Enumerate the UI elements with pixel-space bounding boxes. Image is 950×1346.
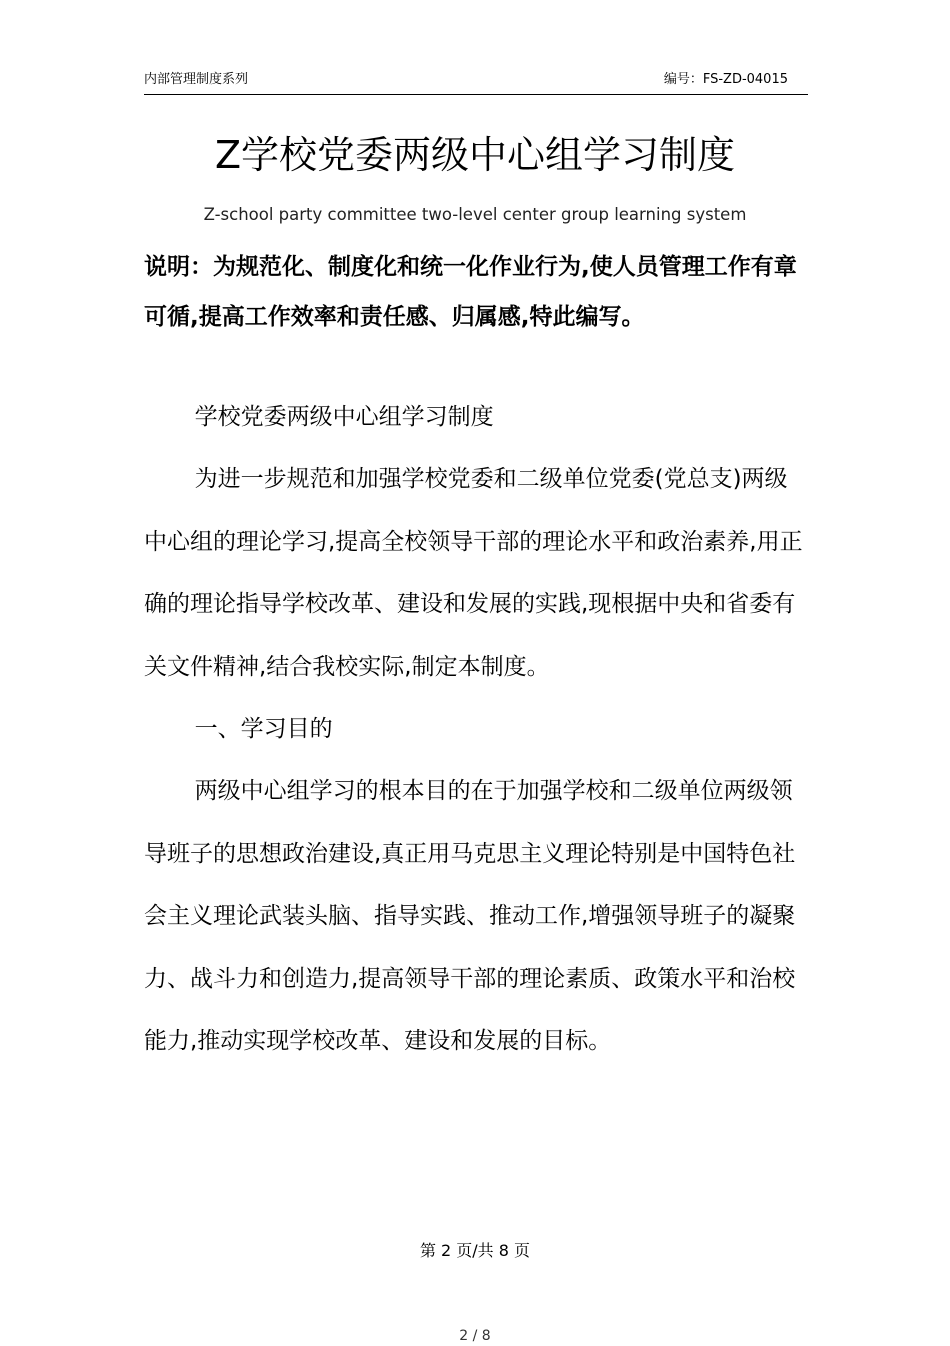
document-subtitle: Z-school party committee two-level center group learning system [203,205,747,224]
page-header [144,70,808,95]
body-paragraph: 两级中心组学习的根本目的在于加强学校和二级单位两级领导班子的思想政治建设,真正用马克思主义理论特别是中国特色社会主义理论武装头脑、指导实践、推动工作,增强领导班子的凝聚力、战斗力和创造力,提高领导干部的理论素质、政策水平和治校能力,推动实现学校改革、建设和发展的目标。 [144,778,796,1055]
page-counter: 2 / 8 [459,1328,491,1344]
intro-statement: 说明：为规范化、制度化和统一化作业行为,使人员管理工作有章可循,提高工作效率和责任感、归属感,特此编写。 [144,254,797,330]
document-title: Z学校党委两级中心组学习制度 [214,133,736,177]
document-body [144,386,808,1072]
page-footer: 第 2 页/共 8 页 [419,1241,531,1260]
section-heading: 学校党委两级中心组学习制度 [194,404,494,430]
header-doc-number: 编号：FS-ZD-04015 [663,72,788,87]
header-series: 内部管理制度系列 [144,72,249,87]
body-paragraph: 为进一步规范和加强学校党委和二级单位党委(党总支)两级中心组的理论学习,提高全校领导干部的理论水平和政治素养,用正确的理论指导学校改革、建设和发展的实践,现根据中央和省委有关文件精神,结合我校实际,制定本制度。 [144,466,803,680]
section-heading: 一、学习目的 [194,716,333,743]
